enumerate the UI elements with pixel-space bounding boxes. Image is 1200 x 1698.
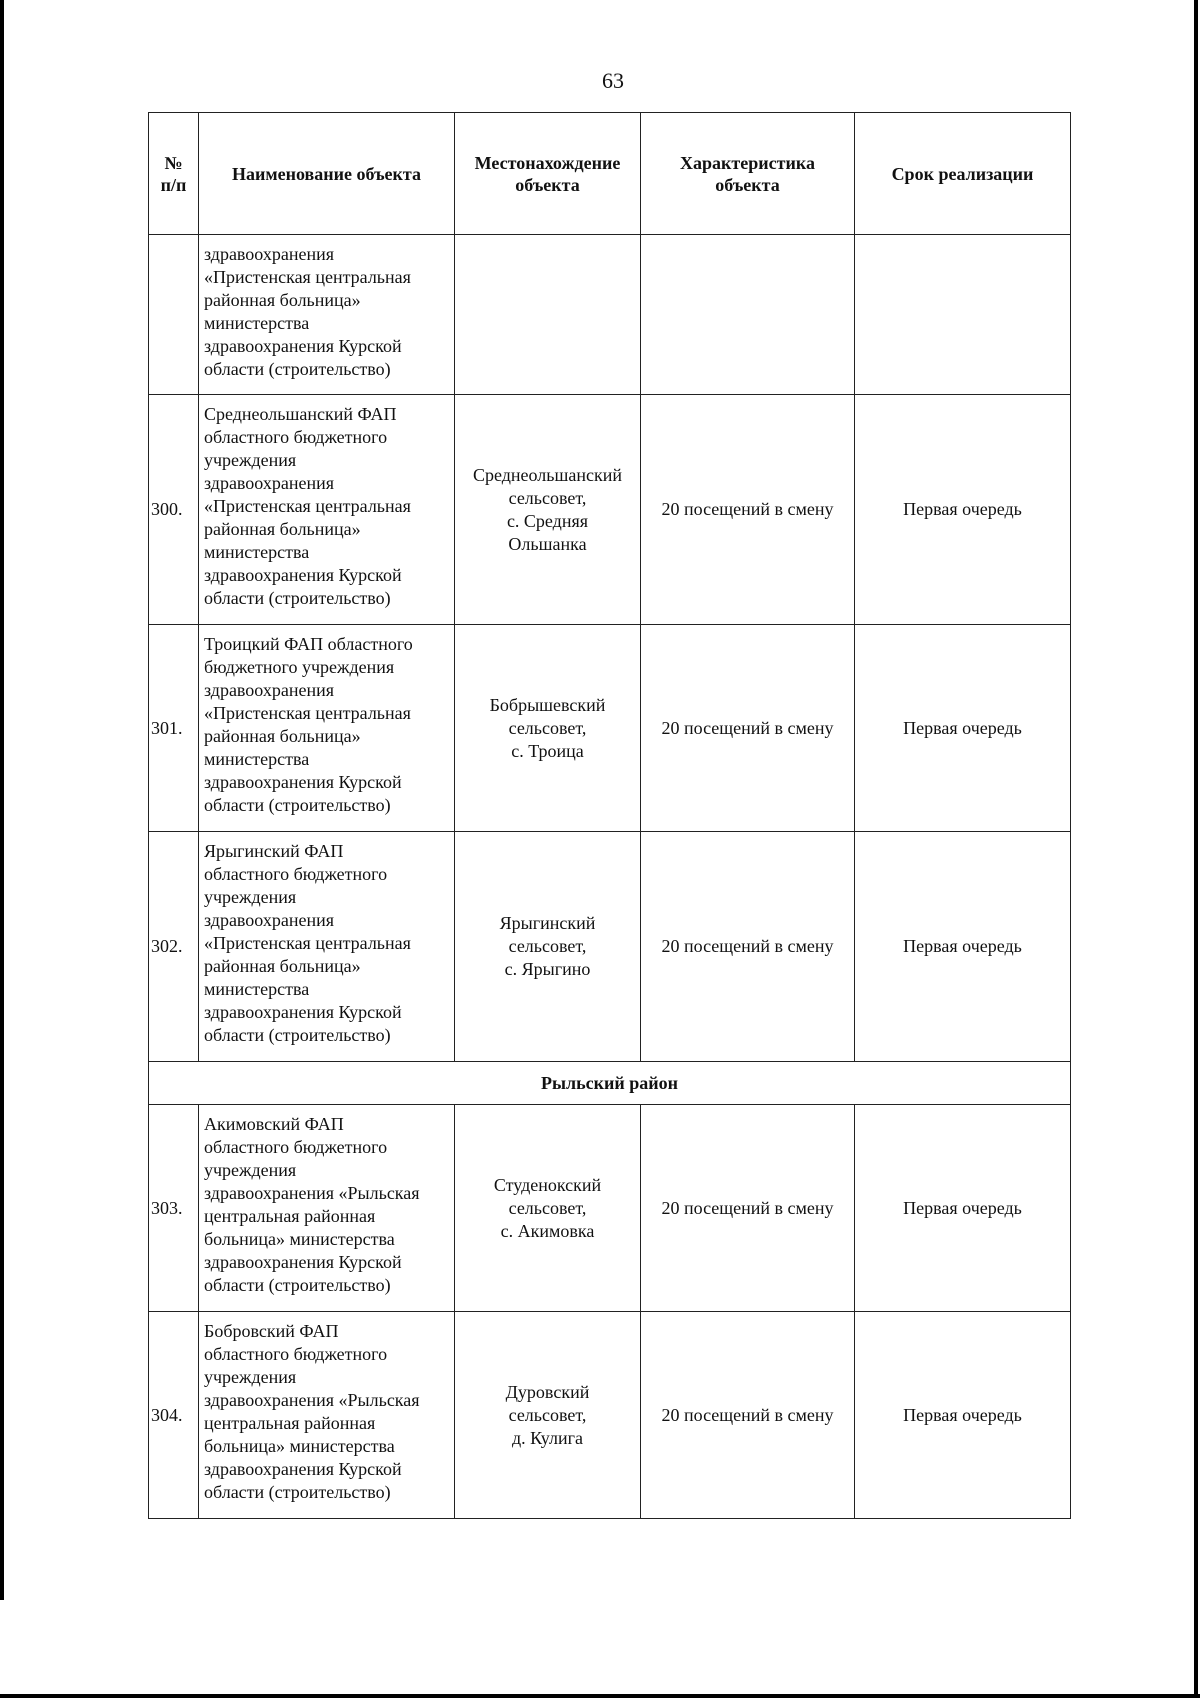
section-row bbox=[149, 1062, 1071, 1105]
object-name bbox=[199, 235, 455, 395]
row-number: 303. bbox=[149, 1105, 199, 1312]
object-name-line: здравоохранения Курской bbox=[204, 1002, 402, 1022]
object-name-line: министерства bbox=[204, 313, 310, 333]
section-body bbox=[149, 1062, 1071, 1105]
table-body-a bbox=[149, 235, 1071, 1062]
implementation-term: Первая очередь bbox=[855, 1312, 1071, 1519]
object-characteristic: 20 посещений в смену bbox=[641, 1105, 855, 1312]
object-name-line: области (строительство) bbox=[204, 1025, 391, 1045]
object-name bbox=[199, 1105, 455, 1312]
object-name-line: учреждения bbox=[204, 887, 297, 907]
object-characteristic: 20 посещений в смену bbox=[641, 1312, 855, 1519]
object-name-line: «Пристенская центральная bbox=[204, 267, 411, 287]
object-characteristic: 20 посещений в смену bbox=[641, 395, 855, 625]
object-characteristic: 20 посещений в смену bbox=[641, 832, 855, 1062]
object-name-line: здравоохранения «Рыльская bbox=[204, 1390, 420, 1410]
header-characteristic: Характеристика объекта bbox=[641, 113, 855, 235]
object-name-line: районная больница» bbox=[204, 290, 361, 310]
object-name bbox=[199, 1312, 455, 1519]
object-name-line: Троицкий ФАП областного bbox=[204, 634, 413, 654]
table-row bbox=[149, 1105, 1071, 1312]
object-name-line: Ярыгинский ФАП bbox=[204, 841, 344, 861]
object-location-line: сельсовет, bbox=[508, 717, 587, 738]
object-location-line: с. Средняя bbox=[506, 510, 589, 531]
object-name-line: Бобровский ФАП bbox=[204, 1321, 339, 1341]
object-name-line: здравоохранения bbox=[204, 473, 335, 493]
implementation-term: Первая очередь bbox=[855, 625, 1071, 832]
table-row bbox=[149, 395, 1071, 625]
object-location-line: Ольшанка bbox=[508, 533, 587, 554]
object-location-line: Дуровский bbox=[505, 1381, 590, 1402]
implementation-term bbox=[855, 235, 1071, 395]
object-characteristic: 20 посещений в смену bbox=[641, 625, 855, 832]
object-name-line: министерства bbox=[204, 542, 310, 562]
object-name-line: здравоохранения bbox=[204, 680, 335, 700]
object-name-line: здравоохранения bbox=[204, 244, 335, 264]
objects-table bbox=[148, 112, 1071, 1519]
object-name bbox=[199, 395, 455, 625]
page-number: 63 bbox=[602, 68, 624, 93]
table-header-row bbox=[149, 113, 1071, 235]
object-location bbox=[455, 1105, 641, 1312]
table-row bbox=[149, 235, 1071, 395]
object-location bbox=[455, 1312, 641, 1519]
table-body-b bbox=[149, 1105, 1071, 1519]
object-name bbox=[199, 832, 455, 1062]
object-name-line: здравоохранения «Рыльская bbox=[204, 1183, 420, 1203]
scan-edge-left bbox=[0, 0, 4, 1600]
object-location bbox=[455, 395, 641, 625]
object-name-line: «Пристенская центральная bbox=[204, 496, 411, 516]
header-name: Наименование объекта bbox=[199, 113, 455, 235]
object-name-line: областного бюджетного bbox=[204, 1344, 388, 1364]
object-name-line: области (строительство) bbox=[204, 1275, 391, 1295]
object-name-line: учреждения bbox=[204, 1367, 297, 1387]
object-location-line: Студенокский bbox=[493, 1174, 602, 1195]
object-name-line: Среднеольшанский ФАП bbox=[204, 404, 397, 424]
object-location-line: д. Кулига bbox=[511, 1427, 583, 1448]
object-name-line: центральная районная bbox=[204, 1206, 376, 1226]
object-name-line: области (строительство) bbox=[204, 1482, 391, 1502]
object-name-line: области (строительство) bbox=[204, 795, 391, 815]
object-name-line: областного бюджетного bbox=[204, 1137, 388, 1157]
object-name-line: здравоохранения Курской bbox=[204, 772, 402, 792]
object-name-line: больница» министерства bbox=[204, 1436, 395, 1456]
object-name-line: учреждения bbox=[204, 450, 297, 470]
implementation-term: Первая очередь bbox=[855, 1105, 1071, 1312]
row-number bbox=[149, 235, 199, 395]
header-num: № п/п bbox=[149, 113, 199, 235]
object-name-line: бюджетного учреждения bbox=[204, 657, 395, 677]
object-name-line: районная больница» bbox=[204, 726, 361, 746]
object-name bbox=[199, 625, 455, 832]
object-location-line: Бобрышевский bbox=[489, 694, 606, 715]
implementation-term: Первая очередь bbox=[855, 395, 1071, 625]
header-location: Местонахождение объекта bbox=[455, 113, 641, 235]
object-location-line: Среднеольшанский bbox=[473, 464, 622, 485]
object-name-line: здравоохранения Курской bbox=[204, 1459, 402, 1479]
object-name-line: районная больница» bbox=[204, 519, 361, 539]
header-term: Срок реализации bbox=[855, 113, 1071, 235]
object-name-line: здравоохранения bbox=[204, 910, 335, 930]
object-location bbox=[455, 832, 641, 1062]
object-name-line: Акимовский ФАП bbox=[204, 1114, 344, 1134]
object-name-line: учреждения bbox=[204, 1160, 297, 1180]
scan-edge-right bbox=[1194, 0, 1198, 1698]
section-title: Рыльский район bbox=[149, 1062, 1071, 1105]
object-location-line: с. Троица bbox=[511, 740, 584, 761]
row-number: 301. bbox=[149, 625, 199, 832]
object-name-line: здравоохранения Курской bbox=[204, 336, 402, 356]
object-name-line: здравоохранения Курской bbox=[204, 565, 402, 585]
object-name-line: области (строительство) bbox=[204, 588, 391, 608]
object-location-line: сельсовет, bbox=[508, 1197, 587, 1218]
object-location-line: Ярыгинский bbox=[499, 913, 596, 933]
row-number: 304. bbox=[149, 1312, 199, 1519]
object-location bbox=[455, 625, 641, 832]
object-name-line: министерства bbox=[204, 749, 310, 769]
object-name-line: «Пристенская центральная bbox=[204, 703, 411, 723]
table-row bbox=[149, 1312, 1071, 1519]
object-characteristic bbox=[641, 235, 855, 395]
object-name-line: министерства bbox=[204, 979, 310, 999]
object-name-line: центральная районная bbox=[204, 1413, 376, 1433]
object-location bbox=[455, 235, 641, 395]
scan-edge-bottom bbox=[0, 1694, 1200, 1698]
object-name-line: «Пристенская центральная bbox=[204, 933, 411, 953]
implementation-term: Первая очередь bbox=[855, 832, 1071, 1062]
object-name-line: районная больница» bbox=[204, 956, 361, 976]
table-row bbox=[149, 832, 1071, 1062]
row-number: 302. bbox=[149, 832, 199, 1062]
object-location-line: сельсовет, bbox=[508, 936, 587, 956]
object-name-line: здравоохранения Курской bbox=[204, 1252, 402, 1272]
object-location-line: с. Ярыгино bbox=[504, 959, 591, 979]
object-location-line: с. Акимовка bbox=[500, 1220, 595, 1241]
object-name-line: области (строительство) bbox=[204, 359, 391, 379]
table-row bbox=[149, 625, 1071, 832]
object-location-line: сельсовет, bbox=[508, 487, 587, 508]
object-name-line: больница» министерства bbox=[204, 1229, 395, 1249]
object-location-line: сельсовет, bbox=[508, 1404, 587, 1425]
object-name-line: областного бюджетного bbox=[204, 427, 388, 447]
object-name-line: областного бюджетного bbox=[204, 864, 388, 884]
row-number: 300. bbox=[149, 395, 199, 625]
